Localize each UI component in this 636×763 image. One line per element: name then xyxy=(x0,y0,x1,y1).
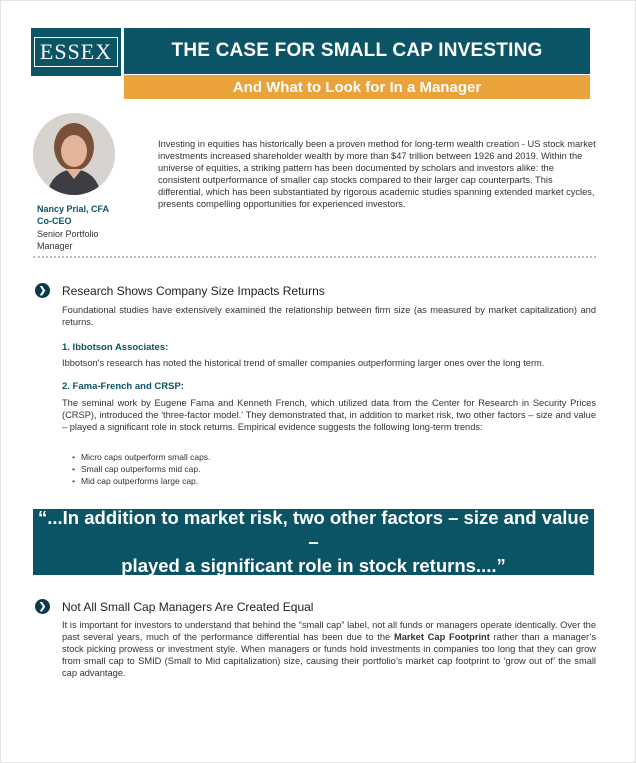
section2-text-part2: rather than a manager’s stock picking prowess or investment style. When managers or funds hold investments in companies too long that they can grow from small cap to SMID (Small to Mid capitalization) size, causing their portfolio’s market cap footprint to ‘grow out of’ the small cap advantage. xyxy=(62,632,596,678)
pull-quote xyxy=(33,509,594,575)
subsection-ibbotson-text: Ibbotson's research has noted the historical trend of smaller companies outperforming larger ones over the long term. xyxy=(62,358,545,368)
subsection-fama-text: The seminal work by Eugene Fama and Kenneth French, which utilized data from the Center for Research in Security Prices (CRSP), introduced the 'three-factor model.' They demonstrated that, in addition to market risk, two other factors – size and value – played a significant role in stock returns. Empirical evidence suggests the following long-term trends: xyxy=(62,398,596,432)
trend-list xyxy=(72,451,210,487)
dotted-divider xyxy=(33,256,596,258)
intro-paragraph: Investing in equities has historically been a proven method for long-term wealth creation - US stock market investments increased shareholder wealth by more than $47 trillion between 1926 and 2019. Within the universe of equities, a striking pattern has been documented by scholars and investors alike: the consistent outperformance of smaller cap stocks compared to their larger cap counterparts. This differential, which has been substantiated by rigorous academic studies spanning extended market cycles, presents compelling opportunities for experienced investors. xyxy=(158,139,596,209)
author-block xyxy=(37,204,147,252)
subsection-fama-heading: 2. Fama-French and CRSP: xyxy=(62,381,184,392)
market-cap-footprint-term: Market Cap Footprint xyxy=(393,632,490,642)
section1-heading: Research Shows Company Size Impacts Returns xyxy=(62,284,325,298)
quote-line-2: played a significant role in stock returns....” xyxy=(121,555,506,576)
quote-line-1: “...In addition to market risk, two other factors – size and value – xyxy=(37,507,590,552)
section2-heading: Not All Small Cap Managers Are Created Equal xyxy=(62,600,314,614)
list-item: • Micro caps outperform small caps. xyxy=(72,451,210,463)
author-photo xyxy=(33,113,115,195)
section2-text-part1: It is important for investors to understand that behind the “small cap” label, not all funds or managers operate identically. Over the past several years, much of the performance differential has been due to the xyxy=(62,620,596,642)
portrait-image xyxy=(33,113,115,195)
chevron-right-icon: ❯ xyxy=(35,599,50,614)
list-item: • Mid cap outperforms large cap. xyxy=(72,475,210,487)
author-title-secondary: Senior Portfolio Manager xyxy=(37,229,99,251)
essex-logo xyxy=(31,28,121,76)
chevron-right-icon: ❯ xyxy=(35,283,50,298)
section1-lead: Foundational studies have extensively examined the relationship between firm size (as measured by market capitalization) and returns. xyxy=(62,305,596,327)
subsection-ibbotson-heading: 1. Ibbotson Associates: xyxy=(62,342,169,353)
author-title-primary: Co-CEO xyxy=(37,215,72,226)
author-name: Nancy Prial, CFA xyxy=(37,204,110,214)
list-item: • Small cap outperforms mid cap. xyxy=(72,463,210,475)
section2-text xyxy=(62,619,596,679)
document-subtitle: And What to Look for In a Manager xyxy=(124,75,590,99)
document-title: THE CASE FOR SMALL CAP INVESTING xyxy=(124,28,590,74)
logo-text: ESSEX xyxy=(34,37,118,67)
